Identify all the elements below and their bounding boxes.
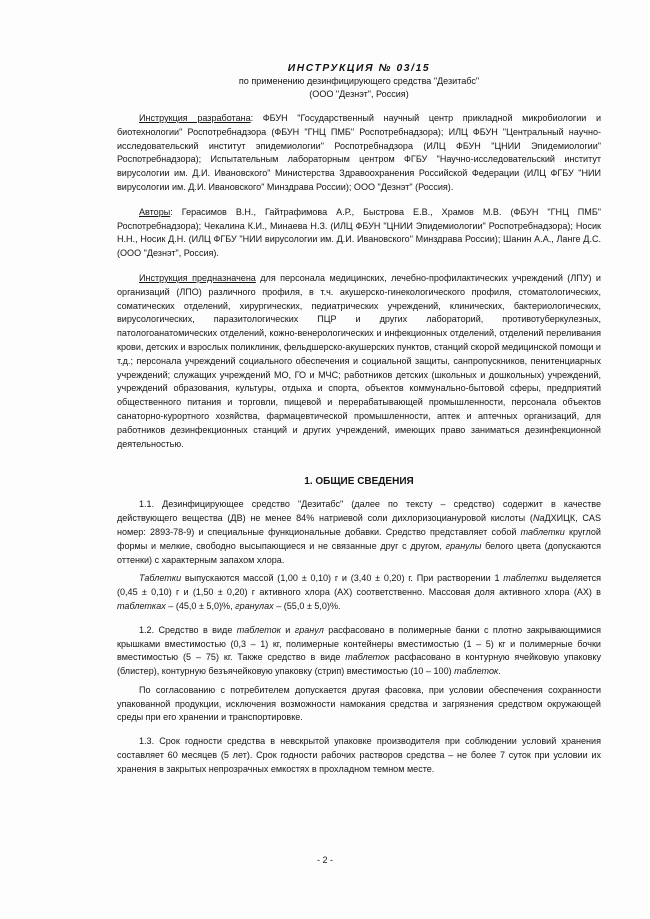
p1-2-tablets: таблеток bbox=[236, 624, 281, 635]
p1-1b-text-a: выпускаются массой (1,00 ± 0,10) г и (3,40 ± 0,20) г. При растворении 1 bbox=[181, 573, 504, 584]
p1-2-tablets2: таблеток bbox=[345, 652, 390, 663]
p1-2-text-a: 1.2. Средство в виде bbox=[139, 624, 237, 635]
developed-label: Инструкция разработана bbox=[139, 113, 251, 123]
p1-2-text-c: расфасовано в полимерные банки с плотно закрывающимися крышками вместимостью (0,3 – 1) кг, полимерные контейнеры вместимостью (1 – 5) кг и полимерные бочки вместимостью (5 – 75) кг. Также средство в виде bbox=[117, 624, 602, 663]
p1-1-na: Na bbox=[532, 513, 545, 524]
p1-2-text-d: расфасовано в контурную ячейковую упаковку (блистер), контурную безъячейковую упаковку (стрип) вместимостью (10 – 100) bbox=[117, 652, 601, 677]
p1-1b-text-d: – (55,0 ± 5,0)%. bbox=[273, 600, 341, 611]
paragraph-1-1 bbox=[117, 498, 601, 567]
p1-1b-in-tablets: таблетках bbox=[117, 600, 166, 611]
authors-text: : Герасимов В.Н., Гайтрафимова А.Р., Быстрова Е.В., Храмов М.В. (ФБУН "ГНЦ ПМБ" Роспотребнадзора); Чекалина К.И., Минаева Н.З. (ИЛЦ ФБУН "ЦНИИ Эпидемиологии" Роспотребнадзора); Носик Н.Н., Носик Д.Н. (ИЛЦ ФГБУ "НИИ вирусологии им. Д.И. Ивановского" Минздрава России); Шанин А.А., Ланге Д.С. (ООО "Дезнэт", Россия). bbox=[117, 206, 601, 259]
section-1-title: 1. ОБЩИЕ СВЕДЕНИЯ bbox=[304, 476, 414, 488]
p1-1-tablets: таблетки bbox=[520, 526, 565, 537]
p1-1b-in-granules: гранулах bbox=[235, 600, 274, 611]
p1-1b-tablets: Таблетки bbox=[139, 573, 182, 584]
document-body bbox=[117, 62, 601, 777]
intended-text: для персонала медицинских, лечебно-профилактических учреждений (ЛПУ) и организаций (ЛПО) различного профиля, в т.ч. акушерско-гинекологического профиля, стоматологических, соматических отделений, хирургических, педиатрических учреждений, клинических, бактериологических, вирусологических, паразитологических ПЦР и других лабораторий, противотуберкулезных, патологоанатомических отделений, кожно-венерологических и инфекционных отделений, отделений переливания крови, детских и взрослых поликлиник, фельдшерско-акушерских пунктов, станций скорой медицинской помощи и т.д.; персонала учреждений социального обеспечения и социальной защиты, санпропускников, пенитенциарных учреждений; служащих учреждений МО, ГО и МЧС; работников детских (школьных и дошкольных) учреждений, учреждений образования, культуры, отдыха и спорта, объектов коммунально-бытовой сферы, предприятий общественного питания и торговли, пищевой и перерабатывающей промышленности, персонала объектов санаторно-курортного хозяйства, фармацевтической промышленности, аптек и аптечных организаций, для работников дезинфекционных станций и других учреждений, имеющих право заниматься дезинфекционной деятельностью. bbox=[117, 272, 601, 449]
p1-1-text-d: белого цвета (допускаются оттенки) с характерным запахом хлора. bbox=[117, 540, 601, 565]
p1-1b-tablet: таблетки bbox=[503, 573, 548, 584]
paragraph-1-2b: По согласованию с потребителем допускается другая фасовка, при условии обеспечения сохранности упакованной продукции, исключения возможности намокания средства и загрязнения средством окружающей среды при его хранении и транспортировке. bbox=[117, 684, 601, 723]
paragraph-1-2 bbox=[117, 624, 601, 679]
paragraph-authors bbox=[117, 206, 601, 261]
intended-label: Инструкция предназначена bbox=[139, 272, 256, 283]
p1-2-granules: гранул bbox=[294, 624, 324, 635]
paragraph-1-3: 1.3. Срок годности средства в невскрытой упаковке производителя при соблюдении условий хранения составляет 60 месяцев (5 лет). Срок годности рабочих растворов средства – не более 7 суток при условии их хранения в закрытых непрозрачных емкостях в прохладном темном месте. bbox=[117, 736, 601, 774]
developed-text: : ФБУН "Государственный научный центр прикладной микробиологии и биотехнологии" Роспотребнадзора (ФБУН "ГНЦ ПМБ" Роспотребнадзора); ИЛЦ ФБУН "Центральный научно-исследовательский институт эпидемиологии" Роспотребнадзора (ИЛЦ ФБУН "ЦНИИ Эпидемиологии" Роспотребнадзора); Испытательным лабораторным центром ФГБУ "Научно-исследовательский институт вирусологии им. Д.И. Ивановского" Министерства Здравоохранения Российской Федерации (ИЛЦ ФГБУ "НИИ вирусологии им. Д.И. Ивановского" Минздрава России); ООО "Дезнэт" (Россия). bbox=[117, 113, 601, 192]
p1-1b-text-c: – (45,0 ± 5,0)%, bbox=[165, 600, 236, 611]
p1-1b-text-b: выделяется (0,45 ± 0,10) г и (1,50 ± 0,20) г активного хлора (АХ) соответственно. Массовая доля активного хлора (АХ) в bbox=[117, 573, 601, 598]
p1-1-granules: гранулы bbox=[445, 540, 482, 551]
p1-2-text-e: . bbox=[498, 666, 501, 677]
manufacturer-line: (ООО "Дезнэт", Россия) bbox=[309, 89, 409, 99]
p1-1-text-b: ДХИЦК, CAS номер: 2893-78-9) и специальные функциональные добавки. Средство представляет собой bbox=[117, 513, 601, 537]
document-title: ИНСТРУКЦИЯ № 03/15 bbox=[287, 63, 431, 74]
p1-2-text-b: и bbox=[280, 624, 295, 635]
p1-2-tablets3: таблеток bbox=[454, 666, 499, 677]
page-number: - 2 - bbox=[316, 855, 334, 865]
paragraph-1-1b bbox=[117, 572, 601, 613]
paragraph-intended bbox=[117, 272, 601, 451]
p1-1-text-c: круглой формы и мелкие, свободно высыпающиеся и не связанные друг с другом, bbox=[117, 526, 601, 551]
authors-label: Авторы bbox=[139, 206, 171, 217]
paragraph-developed bbox=[117, 112, 601, 195]
p1-1-text-a: 1.1. Дезинфицирующее средство "Дезитабс" (далее по тексту – средство) содержит в качестве действующего вещества (ДВ) не менее 84% натриевой соли дихлоризоциануровой кислоты ( bbox=[117, 499, 601, 524]
document-subtitle: по применению дезинфицирующего средства "Дезитабс" bbox=[238, 76, 480, 86]
